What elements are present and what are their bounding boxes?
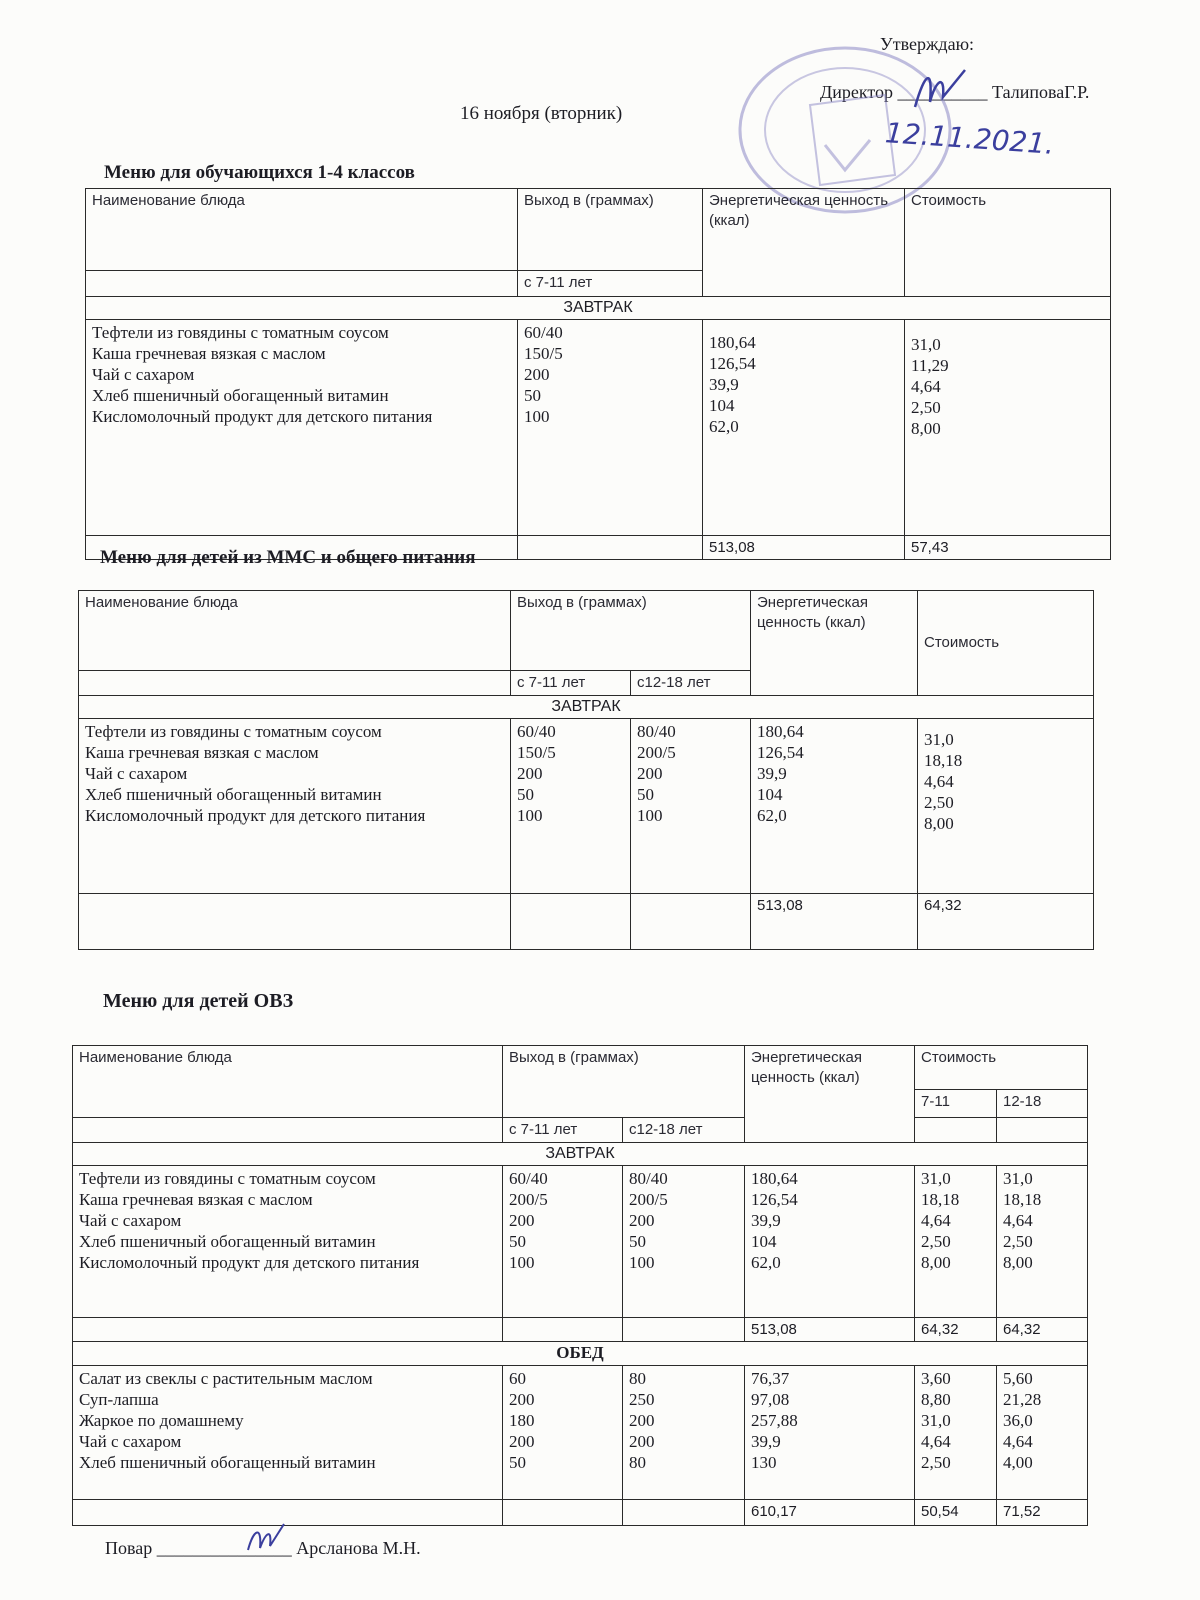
yield-7-11-list: 60/40 200/5 200 50 100: [503, 1166, 623, 1318]
total-energy: 513,08: [703, 536, 905, 560]
dish-list: Тефтели из говядины с томатным соусом Каша гречневая вязкая с маслом Чай с сахаром Хлеб пшеничный обогащенный витамин Кисломолочный продукт для детского питания: [79, 719, 511, 894]
day-title: 16 ноября (вторник): [460, 103, 623, 124]
yield-12-18-list: 80/40 200/5 200 50 100: [623, 1166, 745, 1318]
total-cost: 64,32: [918, 894, 1094, 950]
menu-table-2: [78, 590, 1094, 950]
header-age-7-11: с 7-11 лет: [518, 271, 703, 297]
total-energy: 513,08: [751, 894, 918, 950]
header-cost-7-11: 7-11: [915, 1090, 997, 1118]
energy-list: 180,64 126,54 39,9 104 62,0: [745, 1166, 915, 1318]
header-cost: Стоимость: [918, 591, 1094, 696]
approve-label: Утверждаю:: [880, 34, 975, 54]
header-name: Наименование блюда: [73, 1046, 503, 1118]
lunch-label: ОБЕД: [73, 1342, 1088, 1366]
header-yield: Выход в (граммах): [518, 189, 703, 271]
header-age-12-18: с12-18 лет: [631, 671, 751, 696]
total-cost: 57,43: [905, 536, 1111, 560]
cook-label: Повар: [105, 1538, 153, 1558]
director-signature-icon: [905, 62, 975, 122]
yield-7-11-list: 60/40 150/5 200 50 100: [511, 719, 631, 894]
director-position: Директор: [820, 82, 894, 102]
breakfast-label: ЗАВТРАК: [73, 1143, 1088, 1166]
cook-signature-icon: [240, 1518, 290, 1558]
menu-table-3: [72, 1045, 1088, 1526]
total-cost-12-18: 64,32: [997, 1318, 1088, 1342]
menu-table-1: [85, 188, 1111, 560]
header-energy: Энергетическая ценность (ккал): [745, 1046, 915, 1143]
lunch-yield-12-18-list: 80 250 200 200 80: [623, 1366, 745, 1500]
total-energy: 513,08: [745, 1318, 915, 1342]
header-yield: Выход в (граммах): [511, 591, 751, 671]
lunch-energy-list: 76,37 97,08 257,88 39,9 130: [745, 1366, 915, 1500]
director-name: ТалиповаГ.Р.: [992, 82, 1090, 102]
energy-list: 180,64 126,54 39,9 104 62,0: [703, 320, 905, 536]
yield-list: 60/40 150/5 200 50 100: [518, 320, 703, 536]
header-age-7-11: с 7-11 лет: [503, 1118, 623, 1143]
breakfast-label: ЗАВТРАК: [79, 696, 1094, 719]
handwritten-date: 12.11.2021.: [884, 116, 1056, 161]
dish-list: Тефтели из говядины с томатным соусом Каша гречневая вязкая с маслом Чай с сахаром Хлеб пшеничный обогащенный витамин Кисломолочный продукт для детского питания: [73, 1166, 503, 1318]
header-yield: Выход в (граммах): [503, 1046, 745, 1118]
header-energy: Энергетическая ценность (ккал): [703, 189, 905, 297]
cook-name: Арсланова М.Н.: [296, 1538, 421, 1558]
cook-signature-line: _______________: [156, 1538, 292, 1558]
header-energy: Энергетическая ценность (ккал): [751, 591, 918, 696]
dish-list: Тефтели из говядины с томатным соусом Каша гречневая вязкая с маслом Чай с сахаром Хлеб пшеничный обогащенный витамин Кисломолочный продукт для детского питания: [86, 320, 518, 536]
lunch-cost-7-11-list: 3,60 8,80 31,0 4,64 2,50: [915, 1366, 997, 1500]
header-age-12-18: с12-18 лет: [623, 1118, 745, 1143]
lunch-total-cost-7-11: 50,54: [915, 1500, 997, 1526]
total-cost-7-11: 64,32: [915, 1318, 997, 1342]
lunch-cost-12-18-list: 5,60 21,28 36,0 4,64 4,00: [997, 1366, 1088, 1500]
section-title-3: Меню для детей ОВЗ: [103, 990, 294, 1012]
lunch-dish-list: Салат из свеклы с растительным маслом Суп-лапша Жаркое по домашнему Чай с сахаром Хлеб пшеничный обогащенный витамин: [73, 1366, 503, 1500]
lunch-total-cost-12-18: 71,52: [997, 1500, 1088, 1526]
cost-list: 31,0 11,29 4,64 2,50 8,00: [905, 320, 1111, 536]
section-title-2: Меню для детей из ММС и общего питания: [100, 547, 476, 568]
header-cost: Стоимость: [905, 189, 1111, 297]
header-cost: Стоимость: [915, 1046, 1088, 1090]
cost-12-18-list: 31,0 18,18 4,64 2,50 8,00: [997, 1166, 1088, 1318]
energy-list: 180,64 126,54 39,9 104 62,0: [751, 719, 918, 894]
header-age-7-11: с 7-11 лет: [511, 671, 631, 696]
section-title-1: Меню для обучающихся 1-4 классов: [104, 162, 415, 183]
breakfast-label: ЗАВТРАК: [86, 297, 1111, 320]
header-cost-12-18: 12-18: [997, 1090, 1088, 1118]
yield-12-18-list: 80/40 200/5 200 50 100: [631, 719, 751, 894]
header-name: Наименование блюда: [86, 189, 518, 271]
header-name: Наименование блюда: [79, 591, 511, 671]
cost-list: 31,0 18,18 4,64 2,50 8,00: [918, 719, 1094, 894]
lunch-total-energy: 610,17: [745, 1500, 915, 1526]
lunch-yield-7-11-list: 60 200 180 200 50: [503, 1366, 623, 1500]
director-signature-line: __________: [897, 82, 988, 102]
cost-7-11-list: 31,0 18,18 4,64 2,50 8,00: [915, 1166, 997, 1318]
